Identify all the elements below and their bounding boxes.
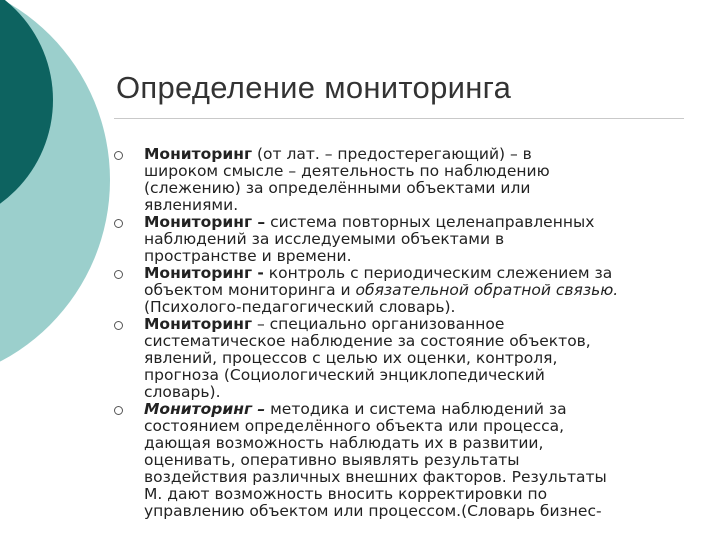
- definition-line: [144, 503, 708, 520]
- definition-line: [144, 401, 708, 418]
- definition-line: [144, 265, 708, 282]
- definition-item: [108, 214, 708, 265]
- definition-line: [144, 231, 708, 248]
- term-text: Мониторинг –: [144, 213, 266, 231]
- definition-text: систематическое наблюдение за состояние объектов,: [144, 332, 591, 350]
- definition-line: [144, 316, 708, 333]
- definition-text: (слежению) за определёнными объектами или: [144, 179, 531, 197]
- definition-line: [144, 384, 708, 401]
- definition-text: пространстве и времени.: [144, 247, 352, 265]
- term-text: Мониторинг –: [144, 400, 266, 418]
- bullet-marker-icon: [114, 270, 123, 279]
- definition-text: – специально организованное: [252, 315, 505, 333]
- definition-text: явлениями.: [144, 196, 239, 214]
- definition-line: [144, 435, 708, 452]
- definition-line: [144, 469, 708, 486]
- definition-text: объектом мониторинга и: [144, 281, 356, 299]
- definition-text: (Психолого-педагогический словарь).: [144, 298, 456, 316]
- definition-line: [144, 197, 708, 214]
- definition-text: состоянием определённого объекта или процесса,: [144, 417, 565, 435]
- definition-text: явлений, процессов с целью их оценки, контроля,: [144, 349, 558, 367]
- term-text: Мониторинг: [144, 145, 253, 163]
- definition-line: [144, 282, 708, 299]
- definition-line: [144, 146, 708, 163]
- term-text: Мониторинг: [144, 315, 253, 333]
- definition-text: контроль с периодическим слежением за: [263, 264, 613, 282]
- definition-line: [144, 486, 708, 503]
- definition-text: наблюдений за исследуемыми объектами в: [144, 230, 505, 248]
- term-text: Мониторинг -: [144, 264, 264, 282]
- definition-line: [144, 248, 708, 265]
- definition-text: (от лат. – предостерегающий) – в: [252, 145, 532, 163]
- definition-text: система повторных целенаправленных: [265, 213, 595, 231]
- definition-text: словарь).: [144, 383, 221, 401]
- definition-line: [144, 452, 708, 469]
- definition-text: дающая возможность наблюдать их в развитии,: [144, 434, 544, 452]
- definition-item: [108, 316, 708, 401]
- definition-text: М. дают возможность вносить корректировки по: [144, 485, 548, 503]
- bullet-marker-icon: [114, 321, 123, 330]
- definition-line: [144, 418, 708, 435]
- definition-line: [144, 163, 708, 180]
- definition-item: [108, 401, 708, 520]
- definition-text: обязательной обратной связью.: [355, 281, 619, 299]
- slide-title: Определение мониторинга: [116, 70, 512, 105]
- definitions-list: [108, 146, 708, 520]
- definition-item: [108, 146, 708, 214]
- bullet-marker-icon: [114, 219, 123, 228]
- definition-item: [108, 265, 708, 316]
- definition-text: методика и система наблюдений за: [265, 400, 567, 418]
- definition-line: [144, 214, 708, 231]
- title-divider: [114, 118, 684, 119]
- definition-text: широком смысле – деятельность по наблюдению: [144, 162, 550, 180]
- definition-text: прогноза (Социологический энциклопедический: [144, 366, 545, 384]
- bullet-marker-icon: [114, 406, 123, 415]
- definition-line: [144, 299, 708, 316]
- definition-text: оценивать, оперативно выявлять результаты: [144, 451, 520, 469]
- definition-line: [144, 180, 708, 197]
- definition-line: [144, 367, 708, 384]
- definition-text: воздействия различных внешних факторов. Результаты: [144, 468, 607, 486]
- definition-line: [144, 350, 708, 367]
- bullet-marker-icon: [114, 151, 123, 160]
- definition-text: управлению объектом или процессом.(Словарь бизнес-: [144, 502, 602, 520]
- definition-line: [144, 333, 708, 350]
